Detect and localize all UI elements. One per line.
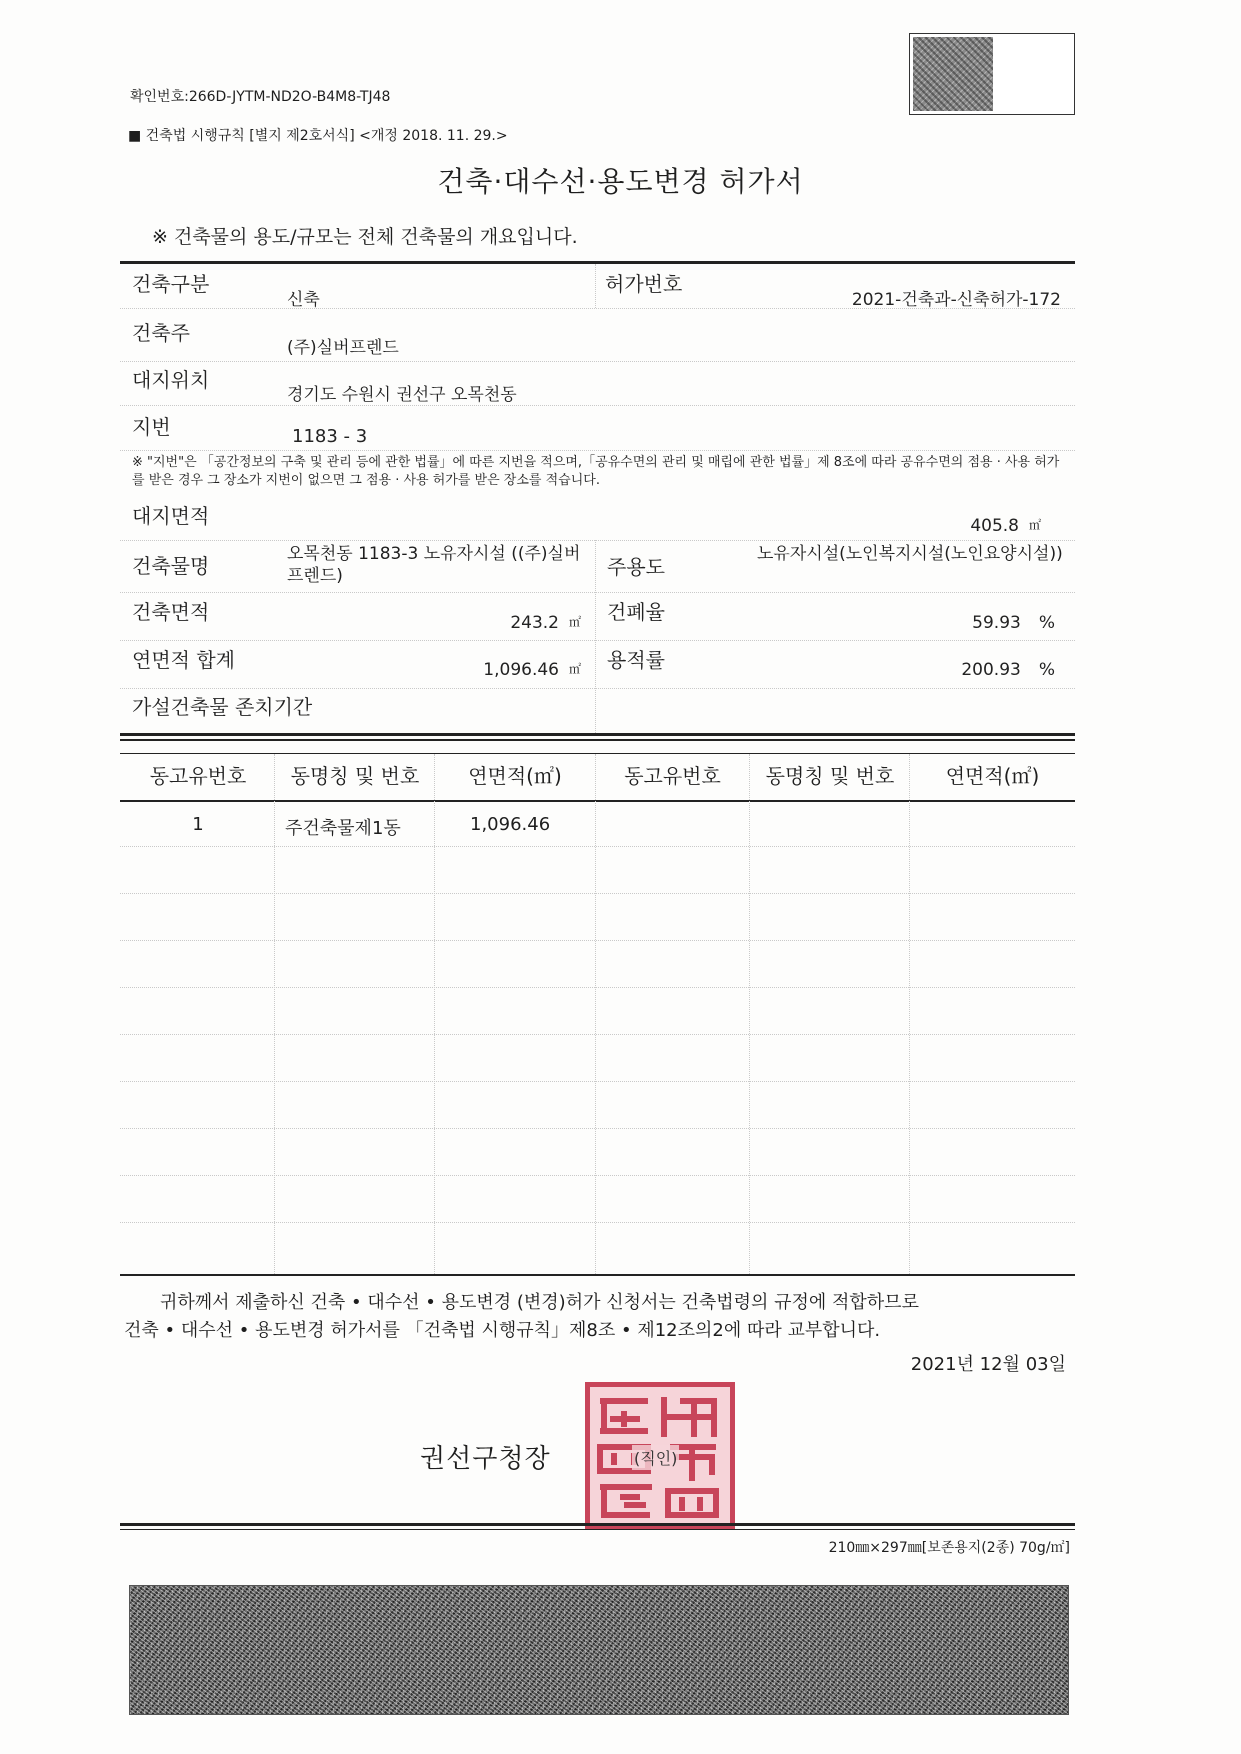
- main-use-label: 주용도: [607, 555, 665, 579]
- table-row-divider: [120, 1034, 1075, 1035]
- table-header-cell: 동명칭 및 번호: [290, 764, 420, 788]
- form-double-rule: [120, 739, 1075, 741]
- seal-mark: (직인): [632, 1445, 679, 1470]
- row-divider: [120, 450, 1075, 451]
- category-value: 신축: [287, 290, 320, 310]
- site-area-number: 405.8: [970, 516, 1019, 536]
- building-area-label: 건축면적: [132, 600, 210, 624]
- table-row-divider: [120, 940, 1075, 941]
- footer-bottom-rule: [120, 1529, 1075, 1530]
- far-label: 용적률: [607, 648, 665, 672]
- table-top-rule: [120, 753, 1075, 754]
- table-row-divider: [120, 846, 1075, 847]
- coverage-number: 59.93: [972, 613, 1021, 633]
- footer-bottom-rule: [120, 1523, 1075, 1526]
- table-cell-building-name: 주건축물제1동: [285, 818, 401, 839]
- row-divider: [120, 540, 1075, 541]
- form-double-rule: [120, 733, 1075, 736]
- total-floor-value: [483, 660, 581, 680]
- issue-statement-line1: 귀하께서 제출하신 건축 • 대수선 • 용도변경 (변경)허가 신청서는 건축법령의 규정에 적합하므로: [160, 1292, 919, 1313]
- building-area-number: 243.2: [510, 613, 559, 633]
- far-value: [961, 660, 1055, 680]
- category-label: 건축구분: [132, 272, 210, 296]
- table-row-divider: [120, 987, 1075, 988]
- confirm-number: 확인번호:266D-JYTM-ND2O-B4M8-TJ48: [130, 89, 391, 105]
- lot-note: ※ "지번"은 「공간정보의 구축 및 관리 등에 관한 법률」에 따른 지번을 적으며,「공유수면의 관리 및 매립에 관한 법률」제 8조에 따라 공유수면의 점용 · 사용 허가를 받은 경우 그 장소가 지번이 없으면 그 점용 · 사용 허가를 받은 장소를 적습니다.: [132, 455, 1060, 488]
- building-name-label: 건축물명: [132, 554, 210, 578]
- row-divider: [120, 640, 1075, 641]
- paper-spec: 210㎜×297㎜[보존용지(2종) 70g/㎡]: [828, 1540, 1070, 1556]
- table-row-divider: [120, 1128, 1075, 1129]
- location-value: 경기도 수원시 권선구 오목천동: [287, 385, 517, 405]
- table-header-cell: 동고유번호: [149, 764, 247, 788]
- form-top-rule: [120, 261, 1075, 264]
- official-seal: [585, 1382, 735, 1530]
- main-use-value: 노유자시설(노인복지시설(노인요양시설)): [757, 544, 1063, 564]
- building-area-unit: ㎡: [568, 615, 581, 629]
- issuer-name: 권선구청장: [420, 1444, 551, 1474]
- location-label: 대지위치: [132, 368, 210, 392]
- site-area-unit: ㎡: [1028, 518, 1041, 532]
- col-divider: [595, 540, 596, 733]
- table-header-cell: 동명칭 및 번호: [765, 764, 895, 788]
- permit-number-value: 2021-건축과-신축허가-172: [851, 290, 1061, 310]
- row-divider: [120, 592, 1075, 593]
- coverage-unit: %: [1038, 613, 1055, 633]
- lot-label: 지번: [132, 415, 171, 439]
- issue-statement-line2: 건축 • 대수선 • 용도변경 허가서를 「건축법 시행규칙」제8조 • 제12조의2에 따라 교부합니다.: [124, 1320, 881, 1341]
- barcode-box: [909, 33, 1075, 115]
- issue-date: 2021년 12월 03일: [910, 1354, 1066, 1375]
- table-header-cell: 연면적(㎡): [468, 764, 562, 788]
- far-unit: %: [1038, 660, 1055, 680]
- building-name-value: 오목천동 1183-3 노유자시설 ((주)실버프렌드): [287, 544, 581, 586]
- table-row-divider: [120, 1081, 1075, 1082]
- table-header-cell: 연면적(㎡): [945, 764, 1040, 788]
- col-divider: [595, 264, 596, 308]
- lot-value: 1183 - 3: [292, 426, 368, 447]
- coverage-label: 건폐율: [607, 600, 665, 624]
- building-area-value: [510, 613, 581, 633]
- site-area-value: [970, 516, 1041, 536]
- far-number: 200.93: [961, 660, 1021, 680]
- table-header-cell: 동고유번호: [624, 764, 721, 788]
- row-divider: [120, 361, 1075, 362]
- security-pattern: [129, 1585, 1069, 1715]
- table-row-divider: [120, 893, 1075, 894]
- site-area-label: 대지면적: [132, 504, 210, 528]
- table-cell-building-id: 1: [192, 814, 204, 835]
- total-floor-number: 1,096.46: [483, 660, 559, 680]
- table-row-divider: [120, 1175, 1075, 1176]
- table-cell-floor-area: 1,096.46: [470, 814, 551, 835]
- owner-value: (주)실버프렌드: [287, 338, 399, 358]
- owner-label: 건축주: [132, 321, 190, 345]
- regulation-note: ■ 건축법 시행규칙 [별지 제2호서식] <개정 2018. 11. 29.>: [128, 128, 508, 144]
- table-row: [120, 802, 1075, 846]
- permit-number-label: 허가번호: [605, 272, 683, 296]
- total-floor-unit: ㎡: [568, 662, 581, 676]
- table-row-divider: [120, 1222, 1075, 1223]
- page-title: 건축·대수선·용도변경 허가서: [437, 165, 804, 198]
- footer-top-rule: [120, 1274, 1075, 1276]
- row-divider: [120, 688, 1075, 689]
- row-divider: [120, 405, 1075, 406]
- coverage-value: [972, 613, 1055, 633]
- subtitle: ※ 건축물의 용도/규모는 전체 건축물의 개요입니다.: [152, 226, 578, 248]
- total-floor-label: 연면적 합계: [132, 648, 235, 672]
- barcode-image: [913, 37, 993, 111]
- temp-period-label: 가설건축물 존치기간: [132, 695, 313, 719]
